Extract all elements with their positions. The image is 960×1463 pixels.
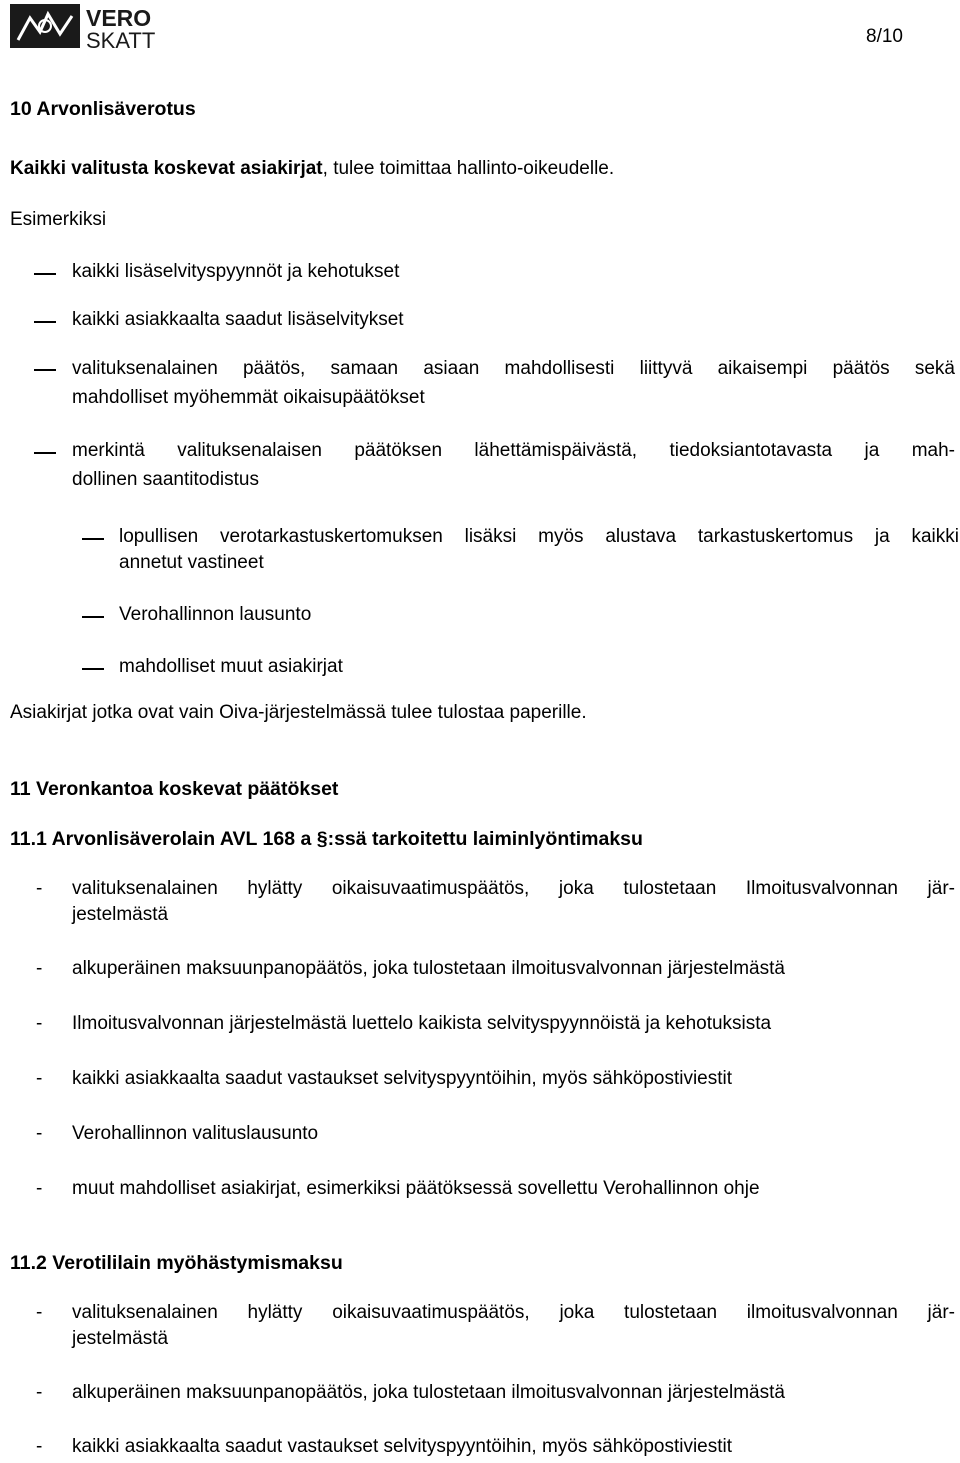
dash-bullet (82, 668, 104, 670)
hyphen-bullet: - (36, 1068, 43, 1089)
section-11-2-heading: 11.2 Verotililain myöhästymismaksu (10, 1252, 343, 1274)
logo-text-skatt: SKATT (86, 28, 156, 50)
list-item: valituksenalainen hylätty oikaisuvaatimuspäätös, joka tulostetaan ilmoitusvalvonnan jär- (72, 1302, 955, 1323)
sub-list-item: mahdolliset muut asiakirjat (119, 656, 343, 677)
hyphen-bullet: - (36, 958, 43, 979)
hyphen-bullet: - (36, 878, 43, 899)
hyphen-bullet: - (36, 1123, 43, 1144)
list-item: valituksenalainen päätös, samaan asiaan mahdollisesti liittyvä aikaisempi päätös sekä (72, 358, 955, 379)
sub-list-item-continuation: annetut vastineet (119, 552, 264, 573)
hyphen-bullet: - (36, 1382, 43, 1403)
dash-bullet (82, 616, 104, 618)
list-item: alkuperäinen maksuunpanopäätös, joka tulostetaan ilmoitusvalvonnan järjestelmästä (72, 1382, 785, 1403)
dash-bullet (34, 452, 56, 454)
list-item: kaikki asiakkaalta saadut lisäselvitykset (72, 309, 404, 330)
list-item-continuation: dollinen saantitodistus (72, 469, 259, 490)
sub-list-item: lopullisen verotarkastuskertomuksen lisäksi myös alustava tarkastuskertomus ja kaikki (119, 526, 959, 547)
page-number: 8/10 (866, 26, 903, 47)
dash-bullet (82, 538, 104, 540)
dash-bullet (34, 369, 56, 371)
logo-text-vero: VERO (86, 5, 152, 31)
section-10-intro (10, 156, 614, 182)
list-item: muut mahdolliset asiakirjat, esimerkiksi päätöksessä sovellettu Verohallinnon ohje (72, 1178, 760, 1199)
list-item: merkintä valituksenalaisen päätöksen lähettämispäivästä, tiedoksiantotavasta ja mah- (72, 440, 955, 461)
list-item-continuation: mahdolliset myöhemmät oikaisupäätökset (72, 387, 425, 408)
sub-list-item: Verohallinnon lausunto (119, 604, 312, 625)
section-11-heading: 11 Veronkantoa koskevat päätökset (10, 778, 339, 800)
dash-bullet (34, 273, 56, 275)
note-paragraph: Asiakirjat jotka ovat vain Oiva-järjestelmässä tulee tulostaa paperille. (10, 702, 587, 723)
hyphen-bullet: - (36, 1302, 43, 1323)
list-item: kaikki asiakkaalta saadut vastaukset selvityspyyntöihin, myös sähköpostiviestit (72, 1068, 733, 1089)
list-item: valituksenalainen hylätty oikaisuvaatimuspäätös, joka tulostetaan Ilmoitusvalvonnan jär- (72, 878, 955, 899)
hyphen-bullet: - (36, 1013, 43, 1034)
list-item-continuation: jestelmästä (72, 1328, 169, 1349)
section-11-1-heading: 11.1 Arvonlisäverolain AVL 168 a §:ssä tarkoitettu laiminlyöntimaksu (10, 828, 643, 850)
list-item: Ilmoitusvalvonnan järjestelmästä luettelo kaikista selvityspyynnöistä ja kehotuksista (72, 1013, 772, 1034)
list-item: Verohallinnon valituslausunto (72, 1123, 319, 1144)
section-10-heading: 10 Arvonlisäverotus (10, 98, 196, 120)
hyphen-bullet: - (36, 1436, 43, 1457)
list-item: kaikki asiakkaalta saadut vastaukset selvityspyyntöihin, myös sähköpostiviestit (72, 1436, 733, 1457)
list-item-continuation: jestelmästä (72, 904, 169, 925)
logo-emblem-icon (10, 4, 160, 50)
vero-skatt-logo (10, 4, 160, 50)
intro-rest: , tulee toimittaa hallinto-oikeudelle. (322, 158, 615, 179)
example-label: Esimerkiksi (10, 209, 107, 230)
dash-bullet (34, 321, 56, 323)
list-item: kaikki lisäselvityspyynnöt ja kehotukset (72, 261, 400, 282)
intro-bold: Kaikki valitusta koskevat asiakirjat (10, 158, 323, 179)
hyphen-bullet: - (36, 1178, 43, 1199)
list-item: alkuperäinen maksuunpanopäätös, joka tulostetaan ilmoitusvalvonnan järjestelmästä (72, 958, 785, 979)
